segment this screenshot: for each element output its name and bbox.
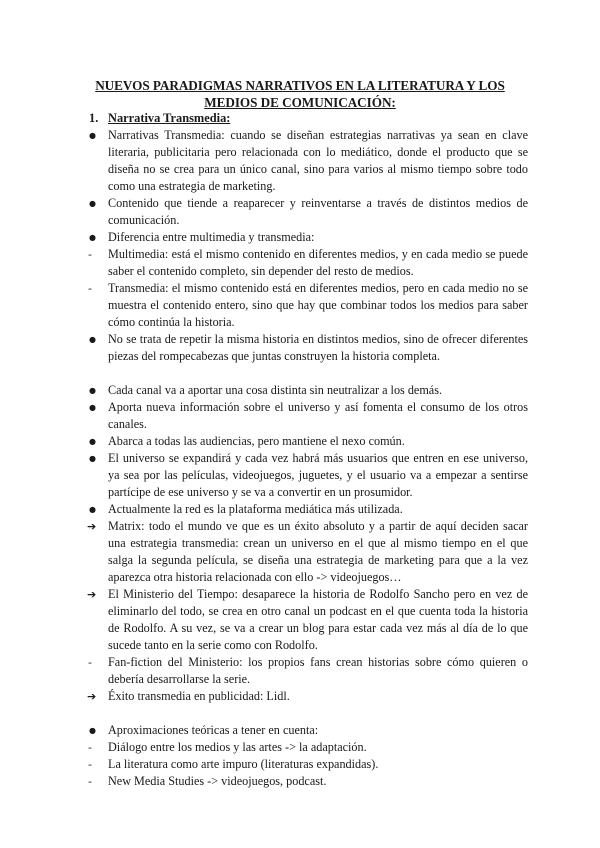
item-text: Multimedia: está el mismo contenido en diferentes medios, y en cada medio se puede saber el contenido completo, sin depender del resto de medios.: [108, 247, 528, 278]
dash-marker-icon: -: [88, 656, 92, 669]
item-text: El Ministerio del Tiempo: desaparece la historia de Rodolfo Sancho pero en vez de eliminarlo del todo, se crea en otro canal un podcast en el que cuenta toda la historia de Rodolfo. A su vez, se va a crear un blog para estar cada vez más al día de lo que sucede tanto en la serie como con Rodolfo.: [108, 587, 528, 652]
section-number: 1.: [89, 111, 99, 125]
item-text: Fan-fiction del Ministerio: los propios fans crean historias sobre cómo quieren o debería desarrollarse la serie.: [108, 655, 528, 686]
item-text: El universo se expandirá y cada vez habrá más usuarios que entren en ese universo, ya sea por las películas, videojuegos, juguetes, y el usuario va a empezar a sentirse partícipe de ese universo y se va a convertir en un prosumidor.: [108, 451, 528, 499]
dash-marker-icon: -: [88, 282, 92, 295]
item-text: Matrix: todo el mundo ve que es un éxito absoluto y a partir de aquí deciden sacar una estrategia transmedia: crean un universo en el que al mismo tiempo en el que salga la segunda película, se diseña una estrategia de marketing para que a la vez aparezca otra historia relacionada con ello -> videojuegos…: [108, 519, 528, 584]
item-text: Actualmente la red es la plataforma mediática más utilizada.: [108, 502, 403, 516]
arrow-item: [0, 518, 600, 586]
dash-marker-icon: -: [88, 758, 92, 771]
section-title: Narrativa Transmedia:: [108, 111, 231, 125]
dash-marker-icon: -: [88, 248, 92, 261]
bullet-item: [0, 399, 600, 433]
dash-item: [0, 773, 600, 790]
item-text: Narrativas Transmedia: cuando se diseñan estrategias narrativas ya sean en clave literaria, publicitaria pero relacionada con lo mediático, donde el producto que se diseña no se crea para un único canal, sino para varios al mismo tiempo sobre todo como una estrategia de marketing.: [108, 128, 528, 193]
dash-item: [0, 246, 600, 280]
arrow-item: [0, 586, 600, 654]
dash-marker-icon: -: [88, 775, 92, 788]
item-text: Éxito transmedia en publicidad: Lidl.: [108, 689, 290, 703]
item-text: Diferencia entre multimedia y transmedia:: [108, 230, 315, 244]
section-heading: [0, 110, 600, 127]
arrow-marker-icon: ➔: [87, 588, 97, 601]
item-text: No se trata de repetir la misma historia en distintos medios, sino de ofrecer diferentes piezas del rompecabezas que juntas construyen la historia completa.: [108, 332, 528, 363]
bullet-marker-icon: ●: [89, 233, 96, 242]
arrow-marker-icon: ➔: [87, 690, 97, 703]
bullet-item: [0, 433, 600, 450]
bullet-marker-icon: ●: [89, 131, 96, 140]
bullet-item: [0, 331, 600, 365]
document-body: [0, 110, 600, 790]
bullet-marker-icon: ●: [89, 403, 96, 412]
bullet-marker-icon: ●: [89, 454, 96, 463]
blank-line: [0, 365, 600, 382]
dash-item: [0, 756, 600, 773]
bullet-item: [0, 195, 600, 229]
bullet-marker-icon: ●: [89, 505, 96, 514]
item-text: Aproximaciones teóricas a tener en cuenta:: [108, 723, 319, 737]
bullet-item: [0, 722, 600, 739]
bullet-item: [0, 229, 600, 246]
bullet-item: [0, 127, 600, 195]
dash-item: [0, 654, 600, 688]
document-title: NUEVOS PARADIGMAS NARRATIVOS EN LA LITERATURA Y LOS MEDIOS DE COMUNICACIÓN:: [95, 78, 505, 110]
arrow-item: [0, 688, 600, 705]
bullet-item: [0, 382, 600, 399]
blank-line: [0, 705, 600, 722]
item-text: Abarca a todas las audiencias, pero mantiene el nexo común.: [108, 434, 405, 448]
bullet-item: [0, 501, 600, 518]
bullet-item: [0, 450, 600, 501]
item-text: Aporta nueva información sobre el universo y así fomenta el consumo de los otros canales.: [108, 400, 528, 431]
item-text: Cada canal va a aportar una cosa distinta sin neutralizar a los demás.: [108, 383, 443, 397]
bullet-marker-icon: ●: [89, 437, 96, 446]
arrow-marker-icon: ➔: [87, 520, 97, 533]
dash-item: [0, 280, 600, 331]
item-list: [0, 127, 600, 790]
bullet-marker-icon: ●: [89, 199, 96, 208]
bullet-marker-icon: ●: [89, 726, 96, 735]
item-text: Contenido que tiende a reaparecer y reinventarse a través de distintos medios de comunicación.: [108, 196, 528, 227]
dash-item: [0, 739, 600, 756]
dash-marker-icon: -: [88, 741, 92, 754]
item-text: New Media Studies -> videojuegos, podcast.: [108, 774, 327, 788]
item-text: La literatura como arte impuro (literaturas expandidas).: [108, 757, 379, 771]
bullet-marker-icon: ●: [89, 386, 96, 395]
item-text: Diálogo entre los medios y las artes -> la adaptación.: [108, 740, 367, 754]
item-text: Transmedia: el mismo contenido está en diferentes medios, pero en cada medio no se muestra el contenido entero, sino que hay que combinar todos los medios para saber cómo continúa la historia.: [108, 281, 528, 329]
bullet-marker-icon: ●: [89, 335, 96, 344]
